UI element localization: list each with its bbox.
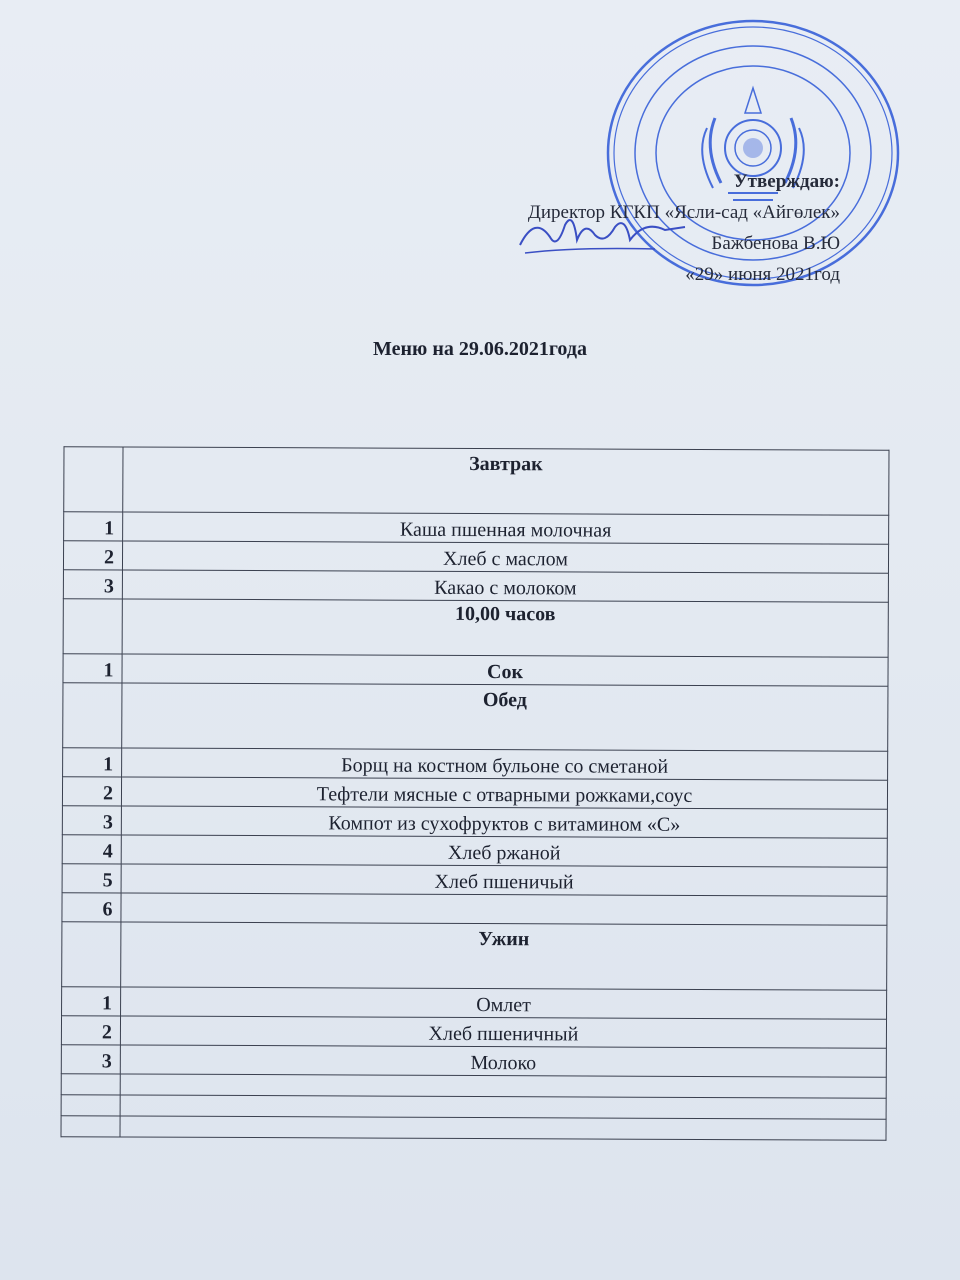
item-dish: Хлеб пшеничый [121, 864, 887, 896]
table-row [62, 835, 887, 868]
item-number: 1 [63, 654, 122, 683]
item-dish: Хлеб пшеничный [120, 1016, 886, 1048]
item-number: 3 [61, 1045, 120, 1074]
section-header-snack [63, 599, 888, 658]
item-dish: Хлеб с маслом [122, 541, 888, 573]
item-number: 3 [62, 806, 121, 835]
table-row [63, 748, 888, 781]
table-row [63, 570, 888, 603]
approval-date: «29» июня 2021год [685, 264, 840, 285]
table-row [62, 806, 887, 839]
approval-name: Бажбенова В.Ю [711, 233, 840, 254]
table-row [63, 541, 888, 574]
item-number: 5 [62, 864, 121, 893]
table-row [63, 654, 888, 687]
table-row [61, 1016, 886, 1049]
item-dish: Омлет [121, 987, 887, 1019]
item-dish: Каша пшенная молочная [123, 512, 889, 544]
item-dish: Какао с молоком [122, 570, 888, 602]
table-row [62, 987, 887, 1020]
item-dish: Компот из сухофруктов с витамином «С» [121, 806, 887, 838]
section-header-dinner [62, 922, 887, 991]
item-dish [121, 893, 887, 925]
item-number: 6 [62, 893, 121, 922]
section-name: 10,00 часов [122, 599, 888, 657]
menu-table [60, 446, 889, 1141]
section-name: Завтрак [123, 447, 889, 515]
approval-block [528, 166, 840, 290]
item-number: 4 [62, 835, 121, 864]
section-header-lunch [63, 683, 888, 752]
approval-title: Утверждаю: [733, 171, 840, 192]
item-number: 3 [63, 570, 122, 599]
item-number: 2 [63, 541, 122, 570]
section-header-breakfast [64, 447, 889, 516]
item-number: 1 [63, 748, 122, 777]
table-row [62, 864, 887, 897]
item-number: 2 [62, 777, 121, 806]
table-row [62, 893, 887, 926]
item-dish: Хлеб ржаной [121, 835, 887, 867]
item-dish: Молоко [120, 1045, 886, 1077]
item-dish: Сок [122, 654, 888, 686]
table-row [62, 777, 887, 810]
table-row [64, 512, 889, 545]
approval-position: Директор КГКП «Ясли-сад «Айгөлек» [527, 202, 840, 223]
menu-title: Меню на 29.06.2021года [373, 338, 587, 360]
item-number: 1 [64, 512, 123, 541]
item-dish: Борщ на костном бульоне со сметаной [122, 748, 888, 780]
item-number: 2 [61, 1016, 120, 1045]
section-name: Обед [122, 683, 888, 751]
item-number: 1 [62, 987, 121, 1016]
item-dish: Тефтели мясные с отварными рожками,соус [121, 777, 887, 809]
table-row [61, 1045, 886, 1078]
section-name: Ужин [121, 922, 887, 990]
table-row-empty [61, 1116, 886, 1141]
